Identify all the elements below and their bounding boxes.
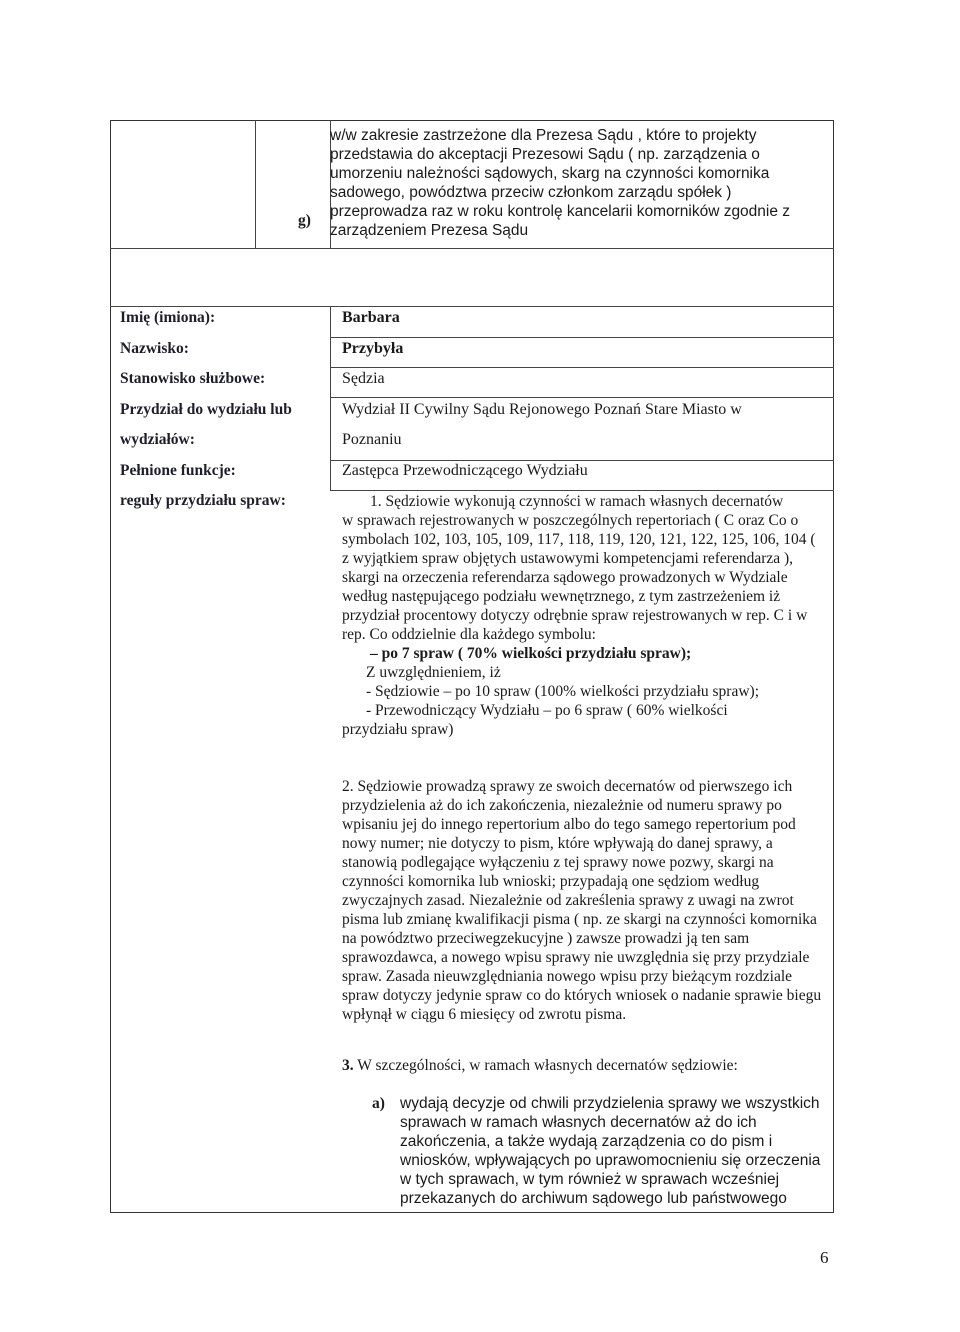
text-line: przydzielenia aż do ich zakończenia, niezależnie od numeru sprawy po: [342, 797, 782, 814]
text-line: stanowią podlegające wyłączeniu z tej sprawy nowe pozwy, skargi na: [342, 854, 774, 871]
text-line: czynności komornika lub wnioski; przypadają one sędziom według: [342, 873, 760, 890]
text-line: przeprowadza raz w roku kontrolę kancelarii komorników zgodnie z: [330, 203, 791, 220]
text-line: 2. Sędziowie prowadzą sprawy ze swoich decernatów od pierwszego ich: [342, 778, 793, 795]
column-divider: [330, 306, 331, 491]
rules-paragraph-3: [342, 1056, 738, 1075]
text-line: w tych sprawach, w tym również w sprawach wcześniej: [400, 1171, 780, 1188]
text-line: - Sędziowie – po 10 spraw (100% wielkości przydziału spraw);: [366, 683, 759, 700]
text-line: - Przewodniczący Wydziału – po 6 spraw ( 60% wielkości: [366, 702, 728, 719]
value-przydzial: Wydział II Cywilny Sądu Rejonowego Poznań Stare Miasto w: [342, 401, 742, 418]
label-przydzial-cont: wydziałów:: [120, 431, 195, 448]
text-line: spraw. Zasada nieuwzględniania nowego wpisu przy bieżącym rozdziale: [342, 968, 793, 985]
label-imie: Imię (imiona):: [120, 309, 216, 326]
text-line: zarządzeniem Prezesa Sądu: [330, 222, 529, 239]
text-line: skargi na orzeczenia referendarza sądowego prowadzonych w Wydziale: [342, 569, 788, 586]
value-funkcje: Zastępca Przewodniczącego Wydziału: [342, 462, 588, 479]
label-reguly: reguły przydziału spraw:: [120, 492, 286, 509]
text-line: Z uwzględnieniem, iż: [366, 664, 501, 681]
text-line: na powództwo przeciwegzekucyjne ) zawsze prowadzi ją ten sam: [342, 930, 750, 947]
row-line: [330, 367, 834, 368]
row-line: [110, 248, 834, 249]
text-line: umorzeniu należności sądowych, skarg na czynności komornika: [330, 165, 770, 182]
text-line: wydają decyzje od chwili przydzielenia sprawy we wszystkich: [400, 1095, 820, 1112]
text-line: zwyczajnych zasad. Niezależnie od zakreślenia sprawy z uwagi na zwrot: [342, 892, 794, 909]
text-line: pisma lub zmianę kwalifikacji pisma ( np. ze skargi na czynności komornika: [342, 911, 817, 928]
text-line: wniosków, wpływających po uprawomocnieniu się orzeczenia: [400, 1152, 821, 1169]
page-number: 6: [820, 1248, 829, 1267]
list-marker-a: a): [372, 1095, 385, 1112]
item-a-text: [400, 1094, 826, 1208]
value-nazwisko: Przybyła: [342, 340, 404, 357]
text-line: symbolach 102, 103, 105, 109, 117, 118, 119, 120, 121, 122, 125, 106, 104 (: [342, 531, 816, 548]
text-line: 1. Sędziowie wykonują czynności w ramach własnych decernatów: [370, 493, 784, 510]
paragraph-number: 3.: [342, 1057, 354, 1074]
text-line: przydziału spraw): [342, 721, 454, 738]
list-marker-g: g): [298, 212, 311, 229]
text-line: spraw dotyczy jedynie spraw co do których wniosek o nadanie sprawie biegu: [342, 987, 822, 1004]
text-line: rep. Co oddzielnie dla każdego symbolu:: [342, 626, 596, 643]
row-line: [330, 460, 834, 461]
top-row-divider: [255, 120, 256, 248]
text-line: przydział procentowy dotyczy odrębnie spraw rejestrowanych w rep. C i w: [342, 607, 808, 624]
text-line: przekazanych do archiwum sądowego lub państwowego: [400, 1190, 787, 1207]
rules-paragraph-2: [342, 777, 826, 1024]
value-imie: Barbara: [342, 309, 400, 326]
text-line: w sprawach rejestrowanych w poszczególnych repertoriach ( C oraz Co o: [342, 512, 799, 529]
top-block-text: [330, 126, 826, 240]
rules-paragraph-1: [342, 492, 826, 739]
value-przydzial-cont: Poznaniu: [342, 431, 402, 448]
row-line: [330, 337, 834, 338]
text-line: według następującego podziału wewnętrznego, z tym zastrzeżeniem iż: [342, 588, 781, 605]
label-funkcje: Pełnione funkcje:: [120, 462, 236, 479]
text-line: wpłynął w ciągu 6 miesięcy od zwrotu pisma.: [342, 1006, 627, 1023]
text-line: zakończenia, a także wydają zarządzenia co do pism i: [400, 1133, 773, 1150]
text-line: nowy numer; nie dotyczy to pism, które wpływają do danej sprawy, a: [342, 835, 773, 852]
paragraph-text: W szczególności, w ramach własnych decernatów sędziowie:: [357, 1057, 738, 1074]
label-przydzial: Przydział do wydziału lub: [120, 401, 292, 418]
text-line: sprawach w ramach własnych decernatów aż do ich: [400, 1114, 757, 1131]
row-line: [110, 306, 834, 307]
label-stanowisko: Stanowisko służbowe:: [120, 370, 266, 387]
value-stanowisko: Sędzia: [342, 370, 385, 387]
row-line: [330, 397, 834, 398]
row-line: [330, 490, 834, 491]
text-line: przedstawia do akceptacji Prezesowi Sądu ( np. zarządzenia o: [330, 146, 760, 163]
text-line: sadowego, powództwa przeciw członkom zarządu spółek ): [330, 184, 732, 201]
text-line: wpisaniu jej do innego repertorium albo do tego samego repertorium pod: [342, 816, 796, 833]
text-line-bold: – po 7 spraw ( 70% wielkości przydziału spraw);: [370, 645, 692, 662]
label-nazwisko: Nazwisko:: [120, 340, 189, 357]
text-line: sprawozdawca, a nowego wpisu sprawy nie uwzględnia się przy przydziale: [342, 949, 810, 966]
text-line: w/w zakresie zastrzeżone dla Prezesa Sądu , które to projekty: [330, 127, 757, 144]
text-line: z wyjątkiem spraw objętych ustawowymi kompetencjami referendarza ),: [342, 550, 794, 567]
